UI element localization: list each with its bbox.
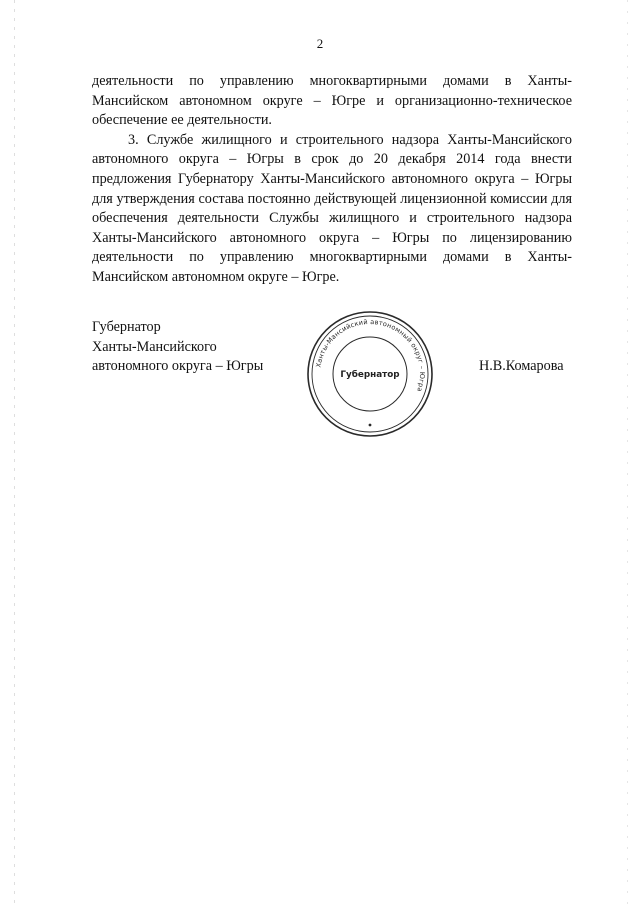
seal-bottom-star xyxy=(369,424,372,427)
page-number: 2 xyxy=(316,36,324,51)
body-text xyxy=(92,72,572,288)
signature-title-line-1: Губернатор xyxy=(92,319,161,335)
seal-ring-text-span: Ханты-Мансийский автономный округ – Югра xyxy=(314,317,427,393)
signer-name: Н.В.Комарова xyxy=(479,358,564,374)
signature-title-block xyxy=(92,318,263,377)
scan-edge-right xyxy=(627,0,628,905)
paragraph-item-3: 3. Службе жилищного и строительного надзора Ханты-Мансийского автономного округа – Югры в срок до 20 декабря 2014 года внести предложения Губернатору Ханты-Мансийского автономного округа – Югры для утверждения состава постоянно действующей лицензионной комиссии для обеспечения деятельности Службы жилищного и строительного надзора Ханты-Мансийского автономного округа – Югры по лицензированию деятельности по управлению многоквартирными домами в Ханты-Мансийском автономном округе – Югре. xyxy=(92,131,572,285)
signature-title-line-3: автономного округа – Югры xyxy=(92,358,264,375)
paragraph-continuation: деятельности по управлению многоквартирными домами в Ханты-Мансийском автономном округе – Югре и организационно-техническое обеспечение ее деятельности. xyxy=(92,73,572,129)
seal-center-text: Губернатор xyxy=(340,370,400,380)
seal-ring-text xyxy=(314,318,426,393)
scan-edge-left xyxy=(14,0,15,905)
official-seal-stamp xyxy=(305,309,435,439)
signature-title-line-2: Ханты-Мансийского xyxy=(92,338,217,355)
